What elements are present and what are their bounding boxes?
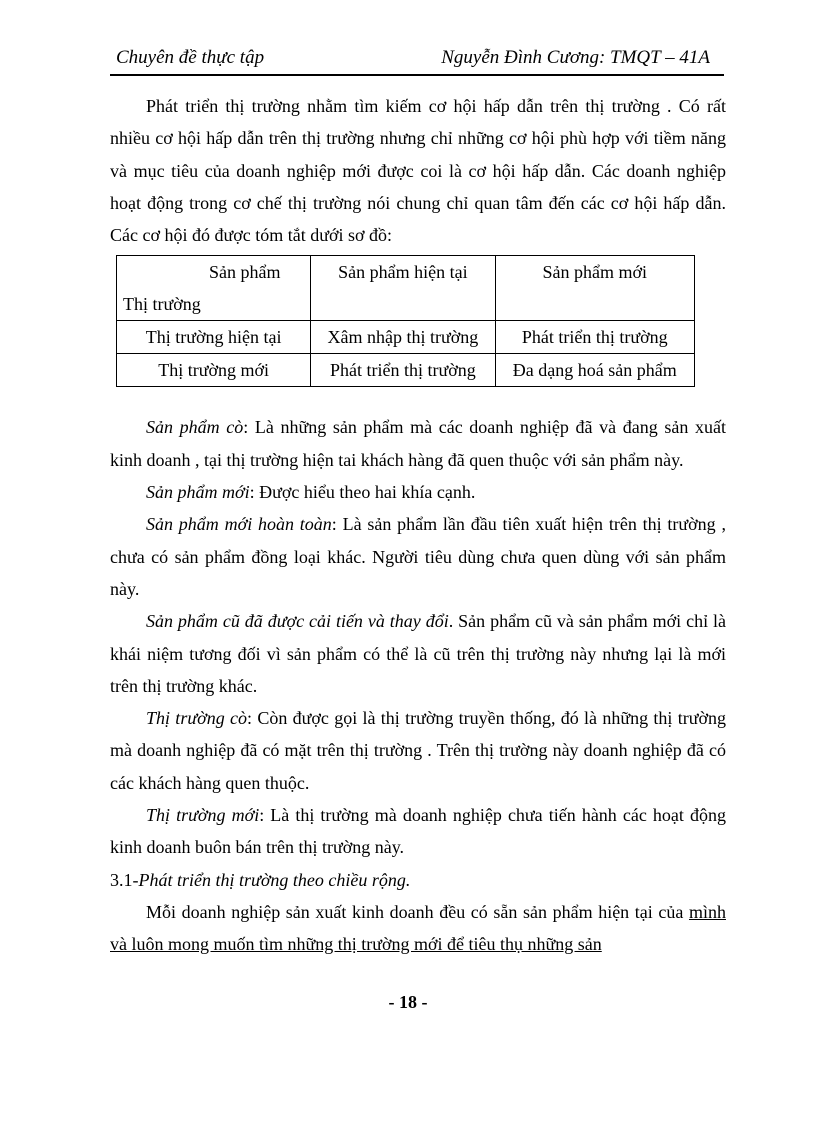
table-cell: Phát triển thị trường	[311, 354, 495, 387]
page-number: - 18 -	[388, 992, 428, 1012]
definition-paragraph	[110, 605, 726, 702]
page-body	[110, 90, 726, 961]
corner-product-label: Sản phẩm	[209, 262, 281, 283]
definition-separator: .	[448, 611, 459, 632]
closing-underlined-text: mình và luôn mong muốn tìm những thị trường mới để tiêu thụ những sản	[110, 901, 726, 955]
definition-paragraph	[110, 508, 726, 605]
header-author: Nguyễn Đình Cương: TMQT – 41A	[441, 47, 710, 68]
spacer	[110, 387, 726, 411]
table-header-row	[117, 256, 695, 321]
section-title: Phát triển thị trường theo chiều rộng.	[138, 869, 411, 890]
definition-separator: :	[247, 708, 258, 729]
definition-separator: :	[259, 805, 271, 826]
definition-paragraph	[110, 702, 726, 799]
section-number: 3.1-	[110, 869, 139, 890]
definition-paragraph	[110, 799, 726, 864]
definition-text: Là những sản phẩm mà các doanh nghiệp đã và đang sản xuất kinh doanh , tại thị trường hiện tai khách hàng đã quen thuộc với sản phẩm này.	[110, 417, 726, 470]
definition-text: Là thị trường mà doanh nghiệp chưa tiến hành các hoạt động kinh doanh buôn bán trên thị trường này.	[110, 805, 726, 858]
closing-text: Mỗi doanh nghiệp sản xuất kinh doanh đều có sẵn sản phẩm hiện tại của	[146, 901, 684, 922]
definition-paragraph	[110, 476, 726, 508]
table-corner-cell	[117, 256, 311, 321]
definition-separator: :	[243, 417, 255, 438]
table-cell: Xâm nhập thị trường	[311, 321, 495, 354]
intro-paragraph: Phát triển thị trường nhằm tìm kiếm cơ hội hấp dẫn trên thị trường . Có rất nhiều cơ hội hấp dẫn trên thị trường nhưng chỉ những cơ hội phù hợp với tiềm năng và mục tiêu của doanh nghiệp mới được coi là cơ hội hấp dẫn. Các doanh nghiệp hoạt động trong cơ chế thị trường nói chung chỉ quan tâm đến các cơ hội hấp dẫn. Các cơ hội đó được tóm tắt dưới sơ đồ:	[110, 96, 726, 246]
row-label: Thị trường mới	[117, 354, 311, 387]
table-cell: Đa dạng hoá sản phẩm	[495, 354, 694, 387]
definition-term: Thị trường cò	[146, 708, 248, 729]
definition-term: Sản phẩm mới	[146, 482, 250, 503]
closing-paragraph	[110, 896, 726, 961]
header-doc-title: Chuyên đề thực tập	[116, 47, 265, 68]
corner-market-label: Thị trường	[123, 294, 201, 315]
definition-term: Sản phẩm cũ đã được cải tiến và thay đổi	[146, 611, 449, 632]
col-header-current-product: Sản phẩm hiện tại	[311, 256, 495, 321]
definition-term: Sản phẩm mới hoàn toàn	[146, 514, 332, 535]
definition-text: Là sản phẩm lần đầu tiên xuất hiện trên thị trường , chưa có sản phẩm đồng loại khác. Người tiêu dùng chưa quen dùng với sản phẩm này.	[110, 514, 726, 599]
definition-separator: :	[249, 482, 260, 503]
definition-separator: :	[331, 514, 343, 535]
definition-term: Sản phẩm cò	[146, 417, 244, 438]
definition-text: Sản phẩm cũ và sản phẩm mới chỉ là khái niệm tương đối vì sản phẩm có thể là cũ trên thị trường này nhưng lại là mới trên thị trường khác.	[110, 611, 726, 696]
table-cell: Phát triển thị trường	[495, 321, 694, 354]
row-label: Thị trường hiện tại	[117, 321, 311, 354]
definition-text: Được hiểu theo hai khía cạnh.	[259, 482, 476, 503]
section-heading	[110, 864, 726, 896]
opportunity-matrix-table	[116, 255, 695, 387]
page-header	[110, 44, 724, 76]
table-row	[117, 354, 695, 387]
definition-paragraph	[110, 411, 726, 476]
table-row	[117, 321, 695, 354]
col-header-new-product: Sản phẩm mới	[495, 256, 694, 321]
definition-term: Thị trường mới	[146, 805, 260, 826]
definition-text: Còn được gọi là thị trường truyền thống, đó là những thị trường mà doanh nghiệp đã có mặt trên thị trường . Trên thị trường này doanh nghiệp đã có các khách hàng quen thuộc.	[110, 708, 726, 793]
